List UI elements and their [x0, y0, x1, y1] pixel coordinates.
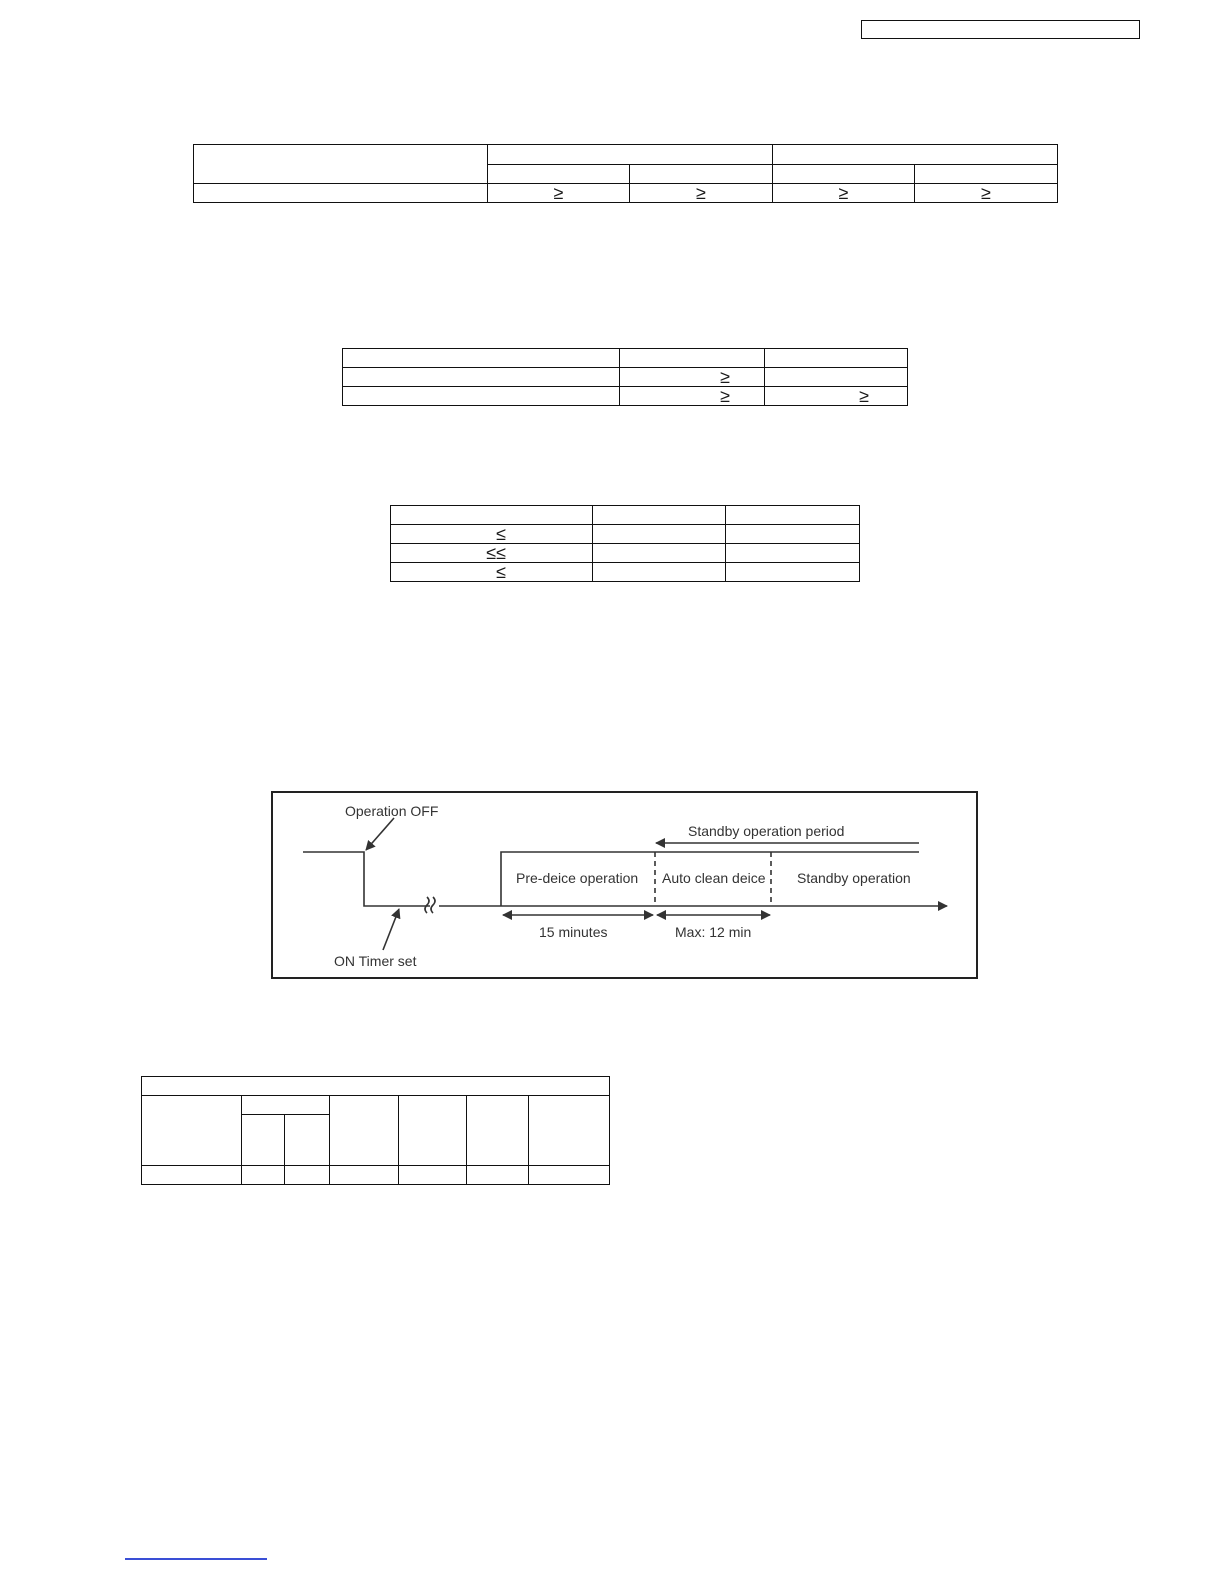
table-cell [391, 525, 593, 544]
table-cell [529, 1166, 610, 1185]
table-cell [765, 368, 908, 387]
table-cell [399, 1096, 467, 1166]
table-cell [242, 1115, 285, 1166]
table-cell [242, 1166, 285, 1185]
table-cell [391, 544, 593, 563]
table-cell [630, 164, 773, 184]
table-cell [142, 1166, 242, 1185]
table-row [391, 563, 860, 582]
timing-diagram-canvas [273, 793, 976, 977]
pre-deice-duration-label: 15 minutes [539, 924, 608, 940]
table-row [142, 1166, 610, 1185]
table-1 [193, 144, 1058, 203]
table-row [343, 349, 908, 368]
table-cell [488, 184, 630, 203]
table-cell [488, 164, 630, 184]
footer-link[interactable] [125, 1558, 267, 1560]
table-cell [593, 506, 726, 525]
table-row [391, 506, 860, 525]
table-cell [343, 368, 620, 387]
timing-diagram [271, 791, 978, 979]
table-cell [620, 349, 765, 368]
table-row [194, 184, 1058, 203]
table-cell [242, 1096, 330, 1115]
table-cell [593, 563, 726, 582]
table-cell [330, 1096, 399, 1166]
table-cell [391, 563, 593, 582]
table-cell-symbol: ≤ [496, 524, 506, 544]
table-cell [593, 525, 726, 544]
table-cell [620, 387, 765, 406]
table-cell [142, 1077, 610, 1096]
table-cell [630, 184, 773, 203]
table-cell [330, 1166, 399, 1185]
table-row [142, 1096, 610, 1115]
table-cell-symbol: ≥ [553, 183, 564, 203]
pointer-arrow-icon [366, 818, 394, 850]
table-cell [765, 349, 908, 368]
table-cell [773, 184, 915, 203]
table-cell [773, 164, 915, 184]
auto-clean-deice-label: Auto clean deice [662, 870, 766, 886]
header-model-box [861, 20, 1140, 39]
break-mark-icon [425, 897, 435, 913]
table-row [142, 1077, 610, 1096]
table-cell [593, 544, 726, 563]
table-cell [142, 1096, 242, 1166]
table-2 [342, 348, 908, 406]
table-row [391, 544, 860, 563]
table-3 [390, 505, 860, 582]
table-cell-symbol: ≥ [696, 183, 706, 203]
table-cell [285, 1166, 330, 1185]
standby-operation-period-label: Standby operation period [688, 823, 845, 839]
table-cell [194, 145, 488, 184]
table-cell [529, 1096, 610, 1166]
table-cell [726, 544, 860, 563]
table-cell-symbol: ≤≤ [486, 543, 506, 563]
table-cell [467, 1096, 529, 1166]
table-cell [391, 506, 593, 525]
standby-operation-label: Standby operation [797, 870, 911, 886]
table-cell [488, 145, 773, 165]
table-cell-symbol: ≥ [720, 386, 730, 406]
table-cell [726, 563, 860, 582]
table-cell [467, 1166, 529, 1185]
table-row [194, 145, 1058, 165]
table-cell [343, 387, 620, 406]
table-cell [726, 525, 860, 544]
table-cell [343, 349, 620, 368]
table-cell [194, 184, 488, 203]
table-cell [399, 1166, 467, 1185]
operation-signal-line [303, 852, 430, 906]
table-cell [915, 164, 1058, 184]
table-cell-symbol: ≥ [838, 183, 849, 203]
table-row [343, 387, 908, 406]
auto-clean-duration-label: Max: 12 min [675, 924, 752, 940]
table-cell-symbol: ≥ [720, 367, 730, 387]
table-cell-symbol: ≥ [859, 386, 869, 406]
table-cell [915, 184, 1058, 203]
table-cell [620, 368, 765, 387]
pointer-arrow-icon [383, 909, 399, 950]
table-cell-symbol: ≥ [981, 183, 991, 203]
table-cell [285, 1115, 330, 1166]
table-row [391, 525, 860, 544]
pre-deice-operation-label: Pre-deice operation [516, 870, 639, 886]
table-cell [765, 387, 908, 406]
table-cell-symbol: ≤ [496, 562, 506, 582]
table-cell [773, 145, 1058, 165]
on-timer-set-label: ON Timer set [334, 953, 417, 969]
table-cell [726, 506, 860, 525]
table-4 [141, 1076, 610, 1185]
table-row [343, 368, 908, 387]
operation-off-label: Operation OFF [345, 803, 439, 819]
